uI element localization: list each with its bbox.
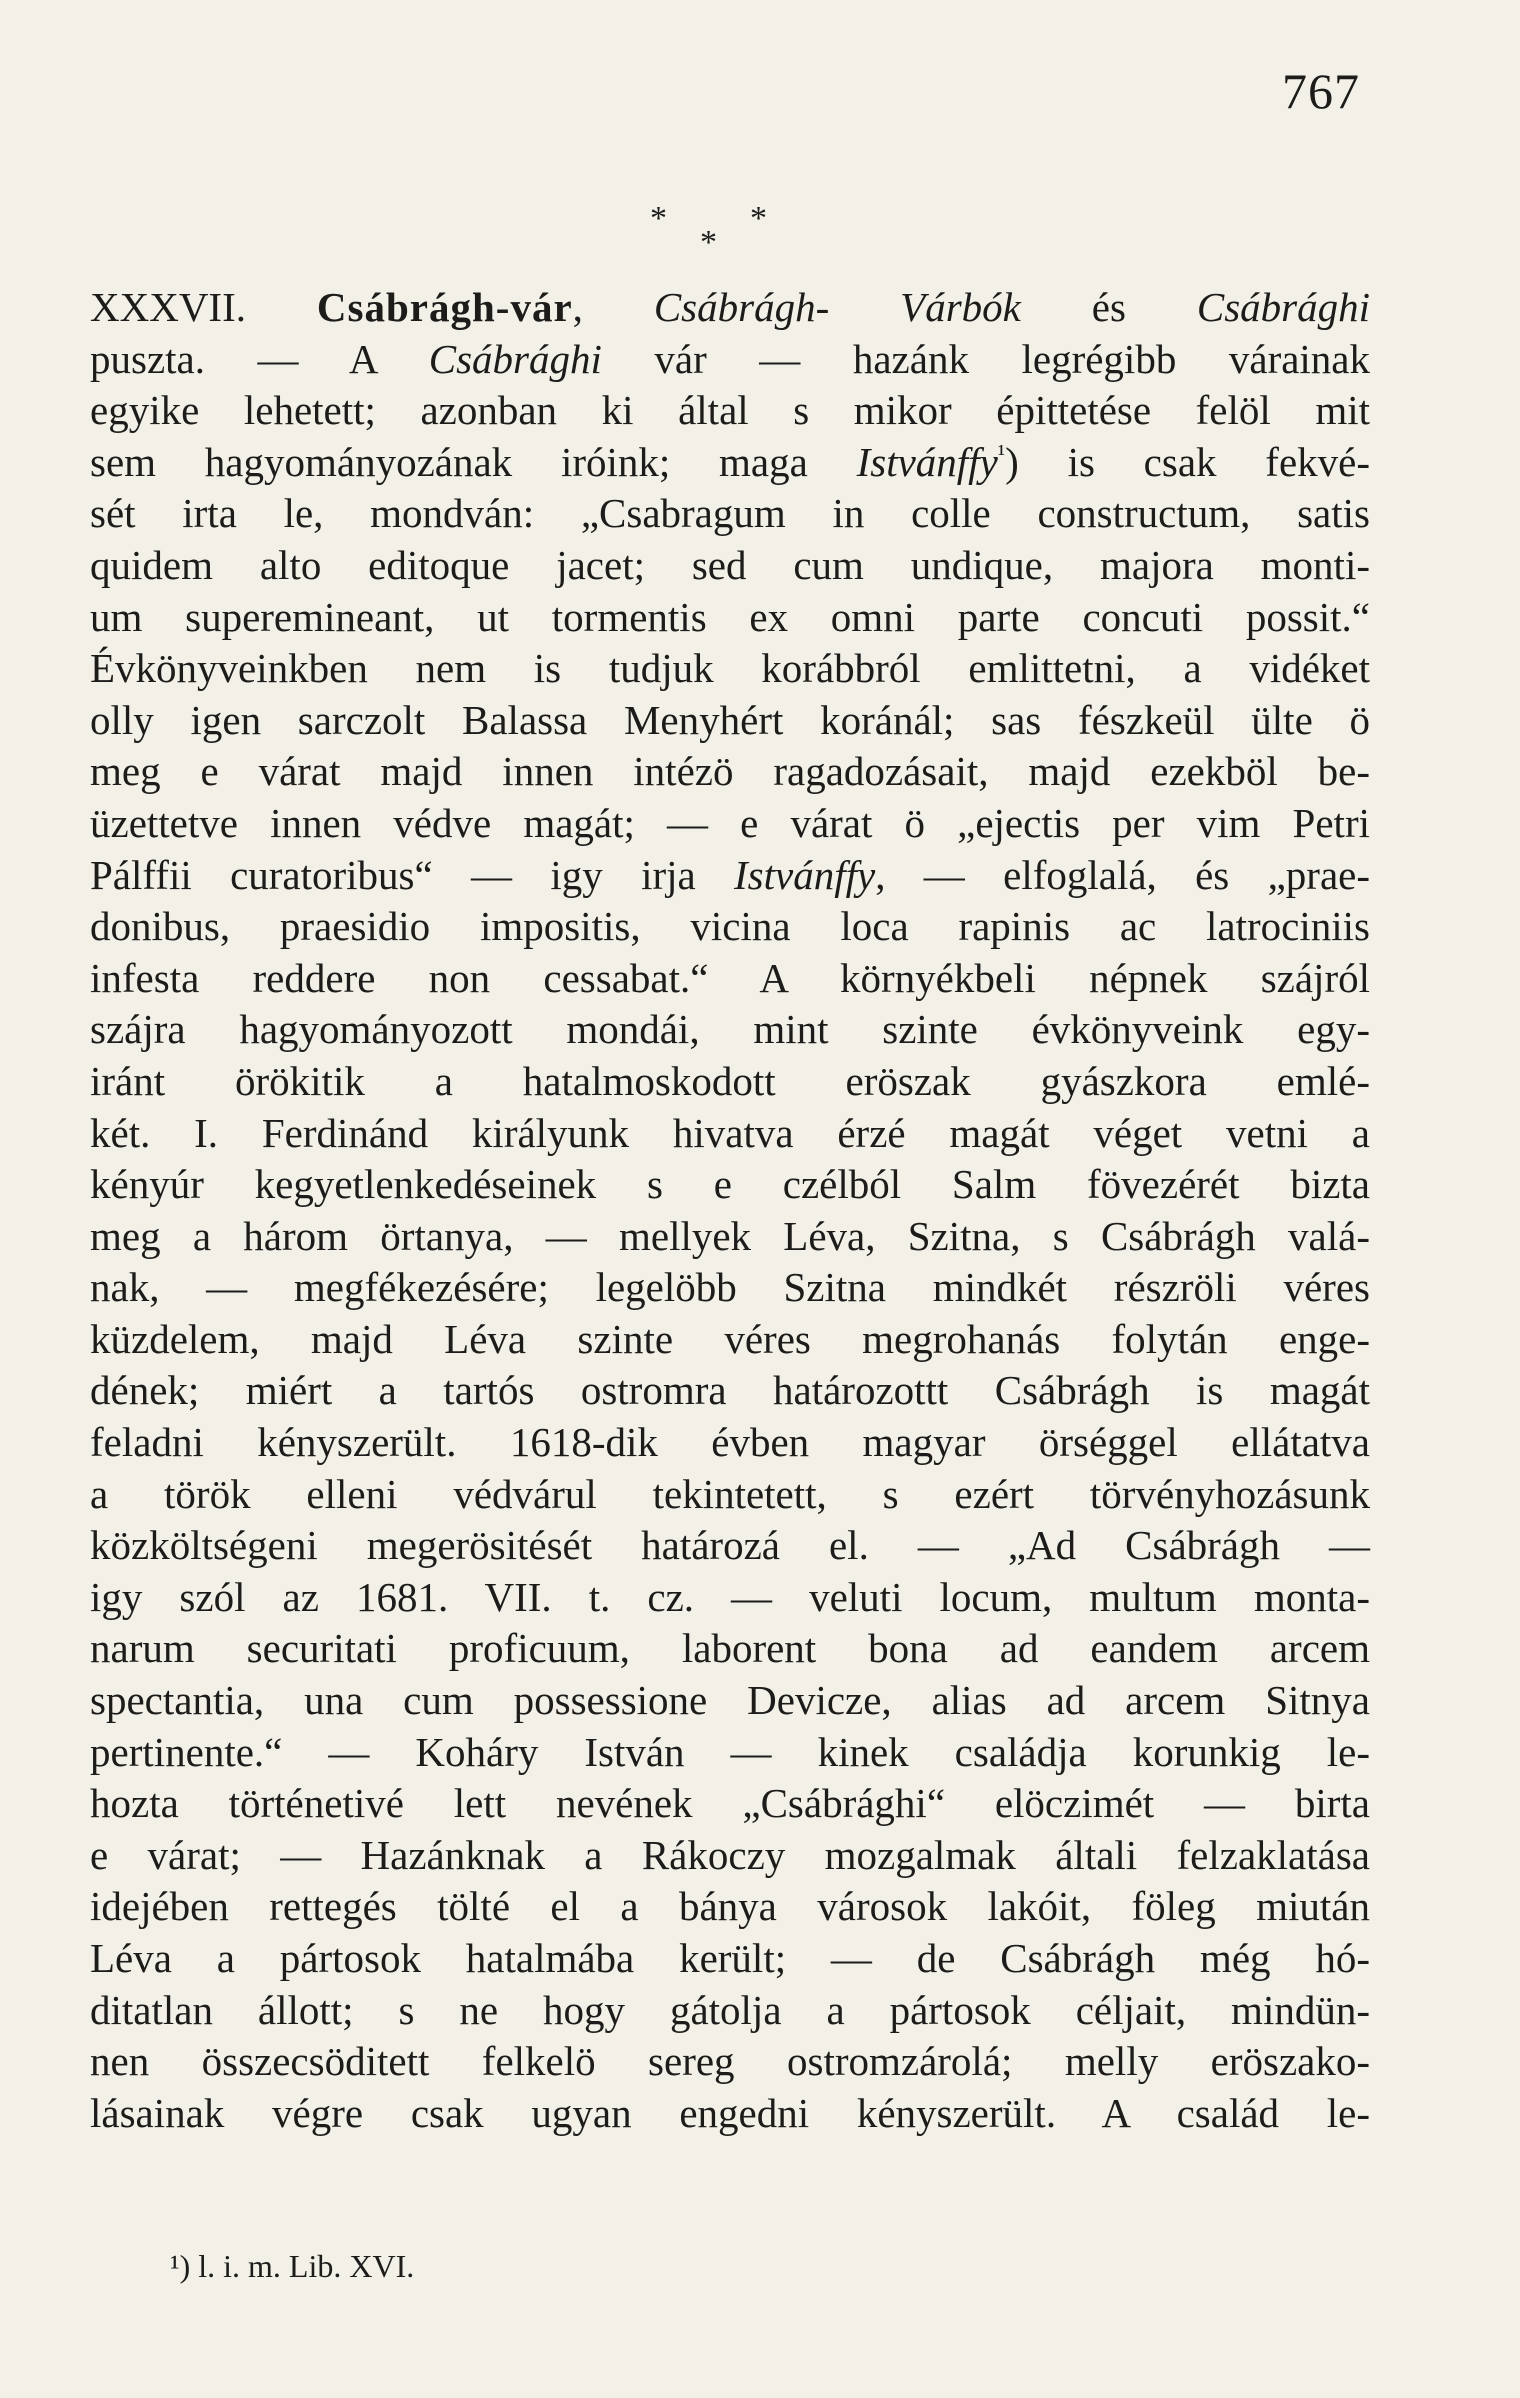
- text-line: [90, 2088, 1370, 2140]
- text-line: [90, 643, 1370, 695]
- footnote-marker: ¹: [997, 440, 1006, 468]
- text-line: [90, 1675, 1370, 1727]
- text-segment: Pálffii curatoribus“ — igy irja: [90, 851, 735, 898]
- text-line: [90, 488, 1370, 540]
- page-number: 767: [1282, 63, 1360, 119]
- text-segment: kényúr kegyetlenkedéseinek s e czélból Salm fövezérét bizta: [90, 1161, 1370, 1208]
- text-line: [90, 1056, 1370, 1108]
- text-segment: feladni kényszerült. 1618-dik évben magyar örséggel ellátatva: [90, 1419, 1370, 1466]
- text-line: [90, 334, 1370, 386]
- text-segment: donibus, praesidio impositis, vicina loca rapinis ac latrociniis: [90, 903, 1370, 950]
- text-segment: ) is csak fekvé-: [1005, 438, 1370, 485]
- text-segment: iránt örökitik a hatalmoskodott eröszak gyászkora emlé-: [90, 1057, 1370, 1104]
- italic-text: Csábrághi: [1196, 284, 1370, 330]
- text-segment: quidem alto editoque jacet; sed cum undique, majora monti-: [90, 541, 1370, 588]
- text-segment: nen összecsöditett felkelö sereg ostromzárolá; melly eröszako-: [90, 2038, 1370, 2085]
- text-segment: XXXVII.: [90, 284, 317, 330]
- text-segment: lásainak végre csak ugyan engedni kényszerült. A család le-: [90, 2089, 1370, 2136]
- text-line: [90, 901, 1370, 953]
- text-segment: sem hagyományozának iróink; maga: [90, 438, 857, 485]
- text-line: [90, 1314, 1370, 1366]
- text-line: [90, 1262, 1370, 1314]
- section-divider: [640, 200, 780, 260]
- text-segment: infesta reddere non cessabat.“ A környékbeli népnek szájról: [90, 954, 1370, 1001]
- text-segment: , — elfoglalá, és „prae-: [875, 851, 1370, 898]
- text-line: [90, 1417, 1370, 1469]
- text-line: [90, 2036, 1370, 2088]
- text-line: [90, 437, 1370, 489]
- text-line: [90, 385, 1370, 437]
- text-segment: puszta. — A: [90, 335, 429, 382]
- text-segment: dének; miért a tartós ostromra határozottt Csábrágh is magát: [90, 1367, 1370, 1414]
- text-segment: üzettetve innen védve magát; — e várat ö „ejectis per vim Petri: [90, 799, 1370, 846]
- text-line: [90, 1830, 1370, 1882]
- text-line: [90, 1623, 1370, 1675]
- text-segment: két. I. Ferdinánd királyunk hivatva érzé magát véget vetni a: [90, 1109, 1370, 1156]
- text-segment: sét irta le, mondván: „Csabragum in colle constructum, satis: [90, 490, 1370, 537]
- text-segment: a török elleni védvárul tekintetett, s ezért törvényhozásunk: [90, 1470, 1370, 1517]
- text-segment: Évkönyveinkben nem is tudjuk korábbról emlittetni, a vidéket: [90, 645, 1370, 692]
- text-segment: ditatlan állott; s ne hogy gátolja a pártosok céljait, mindün-: [90, 1986, 1370, 2033]
- text-segment: um superemineant, ut tormentis ex omni parte concuti possit.“: [90, 593, 1370, 640]
- asterisk: *: [700, 224, 717, 261]
- text-segment: meg e várat majd innen intézö ragadozásait, majd ezekböl be-: [90, 748, 1370, 795]
- asterisk: *: [750, 200, 767, 237]
- text-segment: ,: [572, 284, 654, 330]
- italic-text: Csábrághi: [428, 335, 602, 382]
- text-segment: nak, — megfékezésére; legelöbb Szitna mindkét részröli véres: [90, 1264, 1370, 1311]
- text-segment: és: [1020, 284, 1197, 330]
- text-line: [90, 1469, 1370, 1521]
- text-line: [90, 1881, 1370, 1933]
- text-line: [90, 1365, 1370, 1417]
- text-segment: pertinente.“ — Koháry István — kinek családja korunkig le-: [90, 1728, 1370, 1775]
- text-segment: spectantia, una cum possessione Devicze, alias ad arcem Sitnya: [90, 1677, 1370, 1724]
- italic-text: Istvánffy: [856, 438, 998, 485]
- text-segment: hozta történetivé lett nevének „Csábrághi“ elöczimét — birta: [90, 1780, 1370, 1827]
- text-line: [90, 1004, 1370, 1056]
- text-segment: igy szól az 1681. VII. t. cz. — veluti locum, multum monta-: [90, 1573, 1370, 1620]
- text-line: [90, 850, 1370, 902]
- text-segment: szájra hagyományozott mondái, mint szinte évkönyveink egy-: [90, 1006, 1370, 1053]
- text-segment: vár — hazánk legrégibb várainak: [601, 335, 1371, 382]
- footnote: ¹) l. i. m. Lib. XVI.: [170, 2248, 415, 2284]
- text-line: [90, 1520, 1370, 1572]
- text-line: [90, 592, 1370, 644]
- text-line: [90, 798, 1370, 850]
- section-title: Csábrágh-vár: [316, 284, 573, 330]
- text-segment: idejében rettegés tölté el a bánya városok lakóit, föleg miután: [90, 1883, 1370, 1930]
- text-line: [90, 282, 1370, 334]
- body-text: [90, 282, 1370, 2139]
- text-segment: e várat; — Hazánknak a Rákoczy mozgalmak általi felzaklatása: [90, 1831, 1370, 1878]
- text-line: [90, 746, 1370, 798]
- text-line: [90, 540, 1370, 592]
- text-segment: narum securitati proficuum, laborent bona ad eandem arcem: [90, 1625, 1370, 1672]
- text-line: [90, 1727, 1370, 1779]
- italic-text: Istvánffy: [734, 851, 876, 898]
- text-line: [90, 1211, 1370, 1263]
- text-segment: olly igen sarczolt Balassa Menyhért koránál; sas fészkeül ülte ö: [90, 696, 1370, 743]
- text-segment: meg a három örtanya, — mellyek Léva, Szitna, s Csábrágh valá-: [90, 1212, 1370, 1259]
- text-line: [90, 1108, 1370, 1160]
- text-segment: egyike lehetett; azonban ki által s mikor épittetése felöl mit: [90, 387, 1370, 434]
- text-line: [90, 1985, 1370, 2037]
- text-segment: közköltségeni megerösitését határozá el. — „Ad Csábrágh —: [90, 1522, 1370, 1569]
- text-line: [90, 695, 1370, 747]
- text-segment: Léva a pártosok hatalmába került; — de Csábrágh még hó-: [90, 1935, 1370, 1981]
- text-line: [90, 1159, 1370, 1211]
- italic-text: Csábrágh- Várbók: [653, 284, 1021, 330]
- text-segment: küzdelem, majd Léva szinte véres megrohanás folytán enge-: [90, 1315, 1370, 1362]
- text-line: [90, 953, 1370, 1005]
- asterisk: *: [650, 200, 667, 237]
- text-line: [90, 1778, 1370, 1830]
- text-line: [90, 1933, 1370, 1985]
- text-line: [90, 1572, 1370, 1624]
